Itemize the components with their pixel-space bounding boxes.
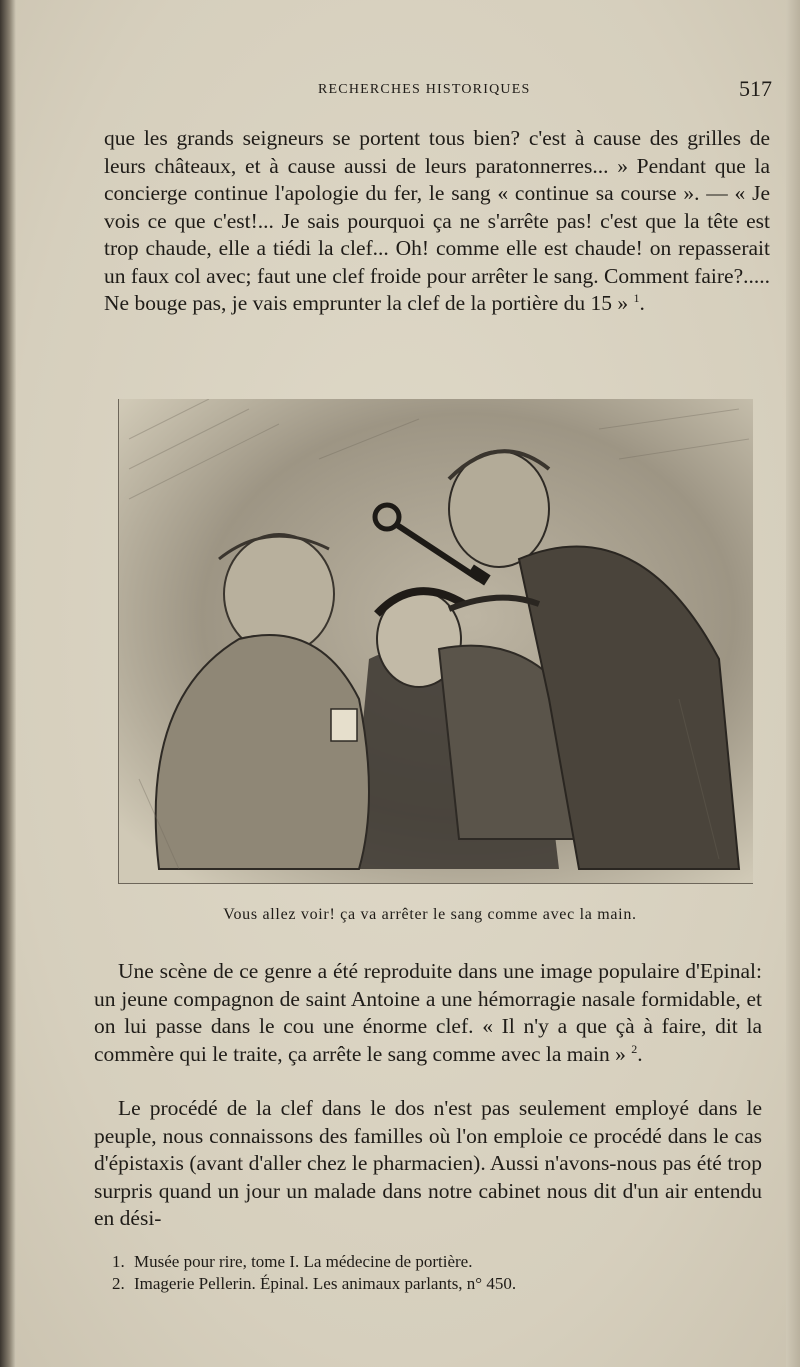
figure-caption: Vous allez voir! ça va arrêter le sang comme avec la main.: [223, 906, 637, 923]
footnotes: [112, 1251, 772, 1295]
footnote-ref-2: 2: [631, 1041, 638, 1056]
footnote-1: [112, 1251, 772, 1273]
glass-of-water: [331, 709, 357, 741]
footnote-ref-1: 1: [633, 290, 640, 305]
page-header: [96, 76, 772, 106]
footnote-number: 2.: [112, 1274, 125, 1293]
paragraph-3: Le procédé de la clef dans le dos n'est pas seulement employé dans le peuple, nous connaissons des familles où l'on emploie ce procédé dans le cas d'épistaxis (avant d'aller chez le pharmacien). Aussi n'avons-nous pas été trop surpris quand un jour un malade dans notre cabinet nous dit d'un air entendu en dési-: [94, 1096, 762, 1230]
footnote-text: Musée pour rire, tome I. La médecine de portière.: [134, 1252, 473, 1271]
paragraph-2: [94, 958, 762, 1068]
paragraph-1-text: que les grands seigneurs se portent tous bien? c'est à cause des grilles de leurs châteaux, et à cause aussi de leurs paratonnerres... » Pendant que la concierge continue l'apologie du fer, le sang « continue sa course ». — « Je vois ce que c'est!... Je sais pourquoi ça ne s'arrête pas! c'est que la tête est trop chaude, elle a tiédi la clef... Oh! comme elle est chaude! on repasserait un faux col avec; faut une clef froide pour arrêter le sang. Comment faire?..... Ne bouge pas, je vais emprunter la clef de la portière du 15 »: [104, 126, 770, 315]
footnote-number: 1.: [112, 1252, 125, 1271]
page-binding-shadow: [0, 0, 16, 1367]
running-head: RECHERCHES HISTORIQUES: [318, 82, 531, 97]
paragraph-2-text: Une scène de ce genre a été reproduite dans une image populaire d'Epinal: un jeune compagnon de saint Antoine a une hémorragie nasale formidable, et on lui passe dans le cou une énorme clef. « Il n'y a que çà à faire, dit la commère qui le traite, ça arrête le sang comme avec la main »: [94, 959, 762, 1066]
paragraph-2-end: .: [637, 1041, 643, 1066]
lithograph-illustration: [119, 399, 753, 883]
paragraph-1-end: .: [639, 291, 645, 315]
footnote-text: Imagerie Pellerin. Épinal. Les animaux parlants, n° 450.: [134, 1274, 517, 1293]
footnote-2: [112, 1273, 772, 1295]
illustration: [118, 399, 753, 884]
page-number: 517: [739, 76, 772, 101]
page-edge: [786, 0, 800, 1367]
paragraph-1: [104, 125, 770, 318]
